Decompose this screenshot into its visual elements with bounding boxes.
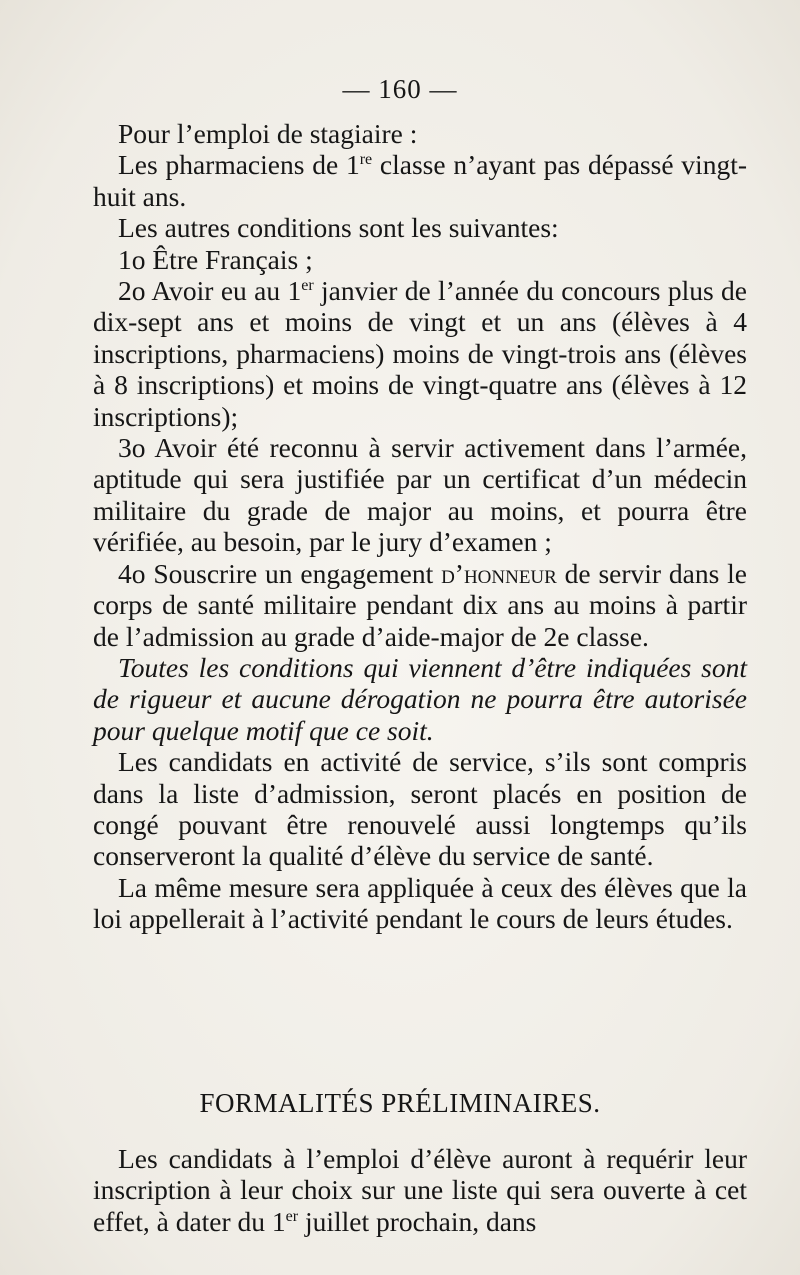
- paragraph-7-smallcaps: d’honneur: [441, 557, 557, 589]
- paragraph-6: 3o Avoir été reconnu à servir activement dans l’armée, aptitude qui sera justifiée par un certificat d’un médecin militaire du grade de major au moins, et pourra être vérifiée, au besoin, par le jury d’examen ;: [93, 432, 747, 558]
- paragraph-2: [93, 149, 747, 212]
- paragraph-8-italic: Toutes les conditions qui viennent d’être indiquées sont de rigueur et aucune dérogation ne pourra être autorisée pour quelque motif que ce soit.: [93, 651, 747, 746]
- paragraph-7-end: de servir dans le corps de santé militaire pendant dix ans au moins à partir de l’admission au grade d’aide-major de 2e classe.: [93, 557, 747, 652]
- paragraph-4: 1o Être Français ;: [118, 243, 313, 275]
- section-heading: FORMALITÉS PRÉLIMINAIRES.: [199, 1088, 601, 1118]
- paragraph-5-end: janvier de l’année du concours plus de dix-sept ans et moins de vingt et un ans (élèves à 4 inscriptions, pharmaciens) moins de vingt-trois ans (élèves à 8 inscriptions) et moins de vingt-quatre ans (élèves à 12 inscriptions);: [93, 275, 747, 432]
- paragraph-5-start: 2o Avoir eu au 1: [118, 275, 302, 307]
- paragraph-10: La même mesure sera appliquée à ceux des élèves que la loi appellerait à l’activité pendant le cours de leurs études.: [93, 871, 747, 935]
- paragraph-1: Pour l’emploi de stagiaire :: [118, 118, 418, 149]
- paragraph-2-start: Les pharmaciens de 1: [118, 149, 360, 181]
- section-body: [93, 1143, 747, 1237]
- section-paragraph-superscript: er: [285, 1207, 299, 1225]
- paragraph-7-start: 4o Souscrire un engagement: [118, 557, 442, 589]
- paragraph-5: [93, 275, 747, 432]
- paragraph-2-end: classe n’ayant pas dépassé vingt-huit ans.: [93, 149, 747, 212]
- body-text: [93, 118, 747, 935]
- section-paragraph: [93, 1143, 747, 1237]
- paragraph-5-superscript: er: [301, 277, 314, 295]
- paragraph-3: Les autres conditions sont les suivantes:: [118, 212, 559, 244]
- page-number: — 160 —: [342, 74, 458, 104]
- paragraph-2-superscript: re: [359, 151, 373, 169]
- paragraph-9: Les candidats en activité de service, s’ils sont compris dans la liste d’admission, seront placés en position de congé pouvant être renouvelé aussi longtemps qu’ils conserveront la qualité d’élève du service de santé.: [93, 746, 747, 872]
- section-paragraph-start: Les candidats à l’emploi d’élève auront à requérir leur inscription à leur choix sur une liste qui sera ouverte à cet effet, à dater du 1: [93, 1143, 747, 1237]
- section-paragraph-end: juillet prochain, dans: [298, 1205, 537, 1237]
- paragraph-7: [93, 558, 747, 652]
